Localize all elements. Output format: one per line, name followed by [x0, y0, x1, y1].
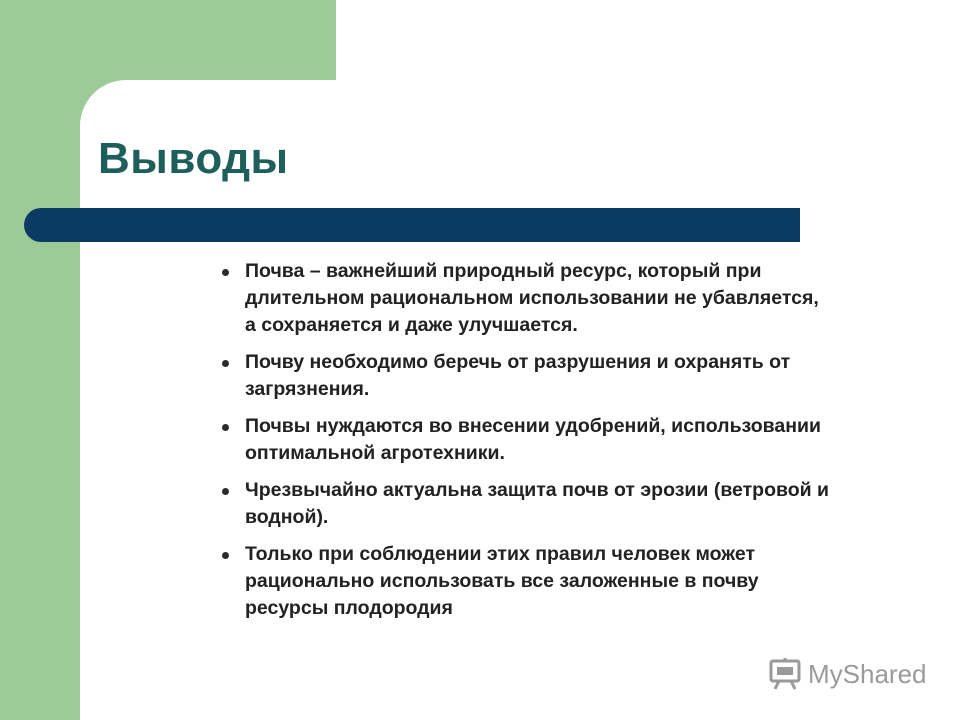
bullet-item — [220, 541, 830, 622]
bullet-dot-icon — [222, 360, 229, 367]
title-underline-bar — [24, 208, 800, 242]
slide-title: Выводы — [98, 134, 289, 183]
bullet-dot-icon — [222, 424, 229, 431]
bullet-text: Почвы нуждаются во внесении удобрений, использовании оптимальной агротехники. — [245, 415, 822, 464]
bullet-item — [220, 477, 830, 531]
bullet-item — [220, 258, 830, 339]
bullet-text: Чрезвычайно актуальна защита почв от эрозии (ветровой и водной). — [245, 479, 830, 528]
bullet-item — [220, 413, 830, 467]
bullet-text: Только при соблюдении этих правил человек может рационально использовать все заложенные в почву ресурсы плодородия — [245, 543, 759, 619]
bullet-list — [220, 258, 830, 632]
bullet-dot-icon — [222, 269, 229, 276]
bullet-dot-icon — [222, 488, 229, 495]
bullet-text: Почву необходимо беречь от разрушения и охранять от загрязнения. — [245, 351, 791, 400]
watermark-text: MyShared — [808, 658, 927, 689]
presentation-board-icon — [768, 657, 802, 691]
myshared-watermark — [768, 656, 927, 692]
bullet-text: Почва – важнейший природный ресурс, который при длительном рациональном использовании не убавляется, а сохраняется и даже улучшается. — [245, 260, 819, 336]
bullet-item — [220, 349, 830, 403]
bullet-dot-icon — [222, 552, 229, 559]
